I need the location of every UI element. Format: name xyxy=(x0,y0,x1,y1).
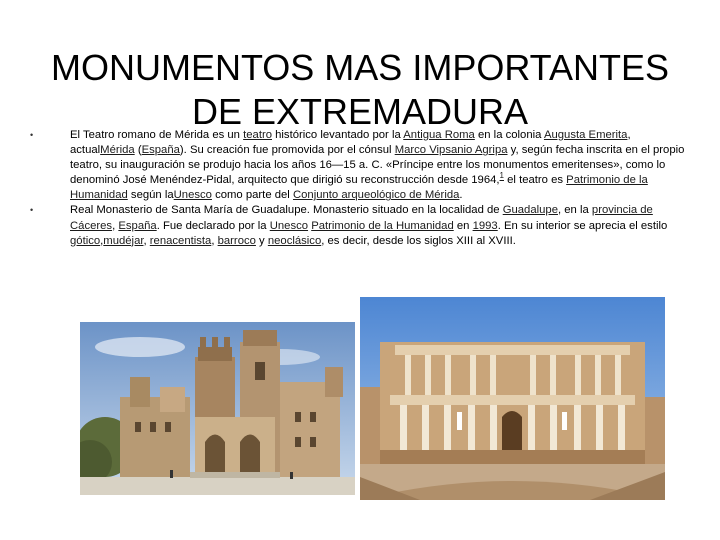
bullet-text: , en la xyxy=(557,204,592,217)
bullet-text: , xyxy=(100,234,104,247)
bullet-text: según la xyxy=(127,189,174,202)
bullet-text: ). Su creación fue promovida por el cónsul xyxy=(179,144,395,157)
roman-theatre-photo xyxy=(360,297,665,500)
inline-link[interactable]: 1993 xyxy=(472,219,498,232)
bullet-item xyxy=(30,128,690,203)
inline-link[interactable]: barroco xyxy=(217,234,256,247)
roman-theatre-illustration xyxy=(360,297,665,500)
bullet-text: , xyxy=(143,234,150,247)
inline-link[interactable]: provincia de Cáceres xyxy=(70,204,653,232)
inline-link[interactable]: Antigua Roma xyxy=(403,129,475,141)
inline-link[interactable]: mudéjar xyxy=(103,234,144,247)
inline-link[interactable]: Patrimonio de la Humanidad xyxy=(311,219,454,232)
inline-link[interactable]: España xyxy=(118,219,157,232)
slide-title xyxy=(40,46,680,134)
inline-link[interactable]: Augusta Emerita xyxy=(543,129,628,141)
bullet-text: , actual xyxy=(70,129,631,157)
bullet-text: y xyxy=(255,234,268,247)
bullet-text: histórico levantado por la xyxy=(272,129,404,141)
bullet-text: en xyxy=(453,219,473,232)
bullet-text: , xyxy=(211,234,218,247)
inline-link[interactable]: teatro xyxy=(243,129,272,141)
bullet-text: . Fue declarado por la xyxy=(156,219,270,232)
inline-link[interactable]: Conjunto arqueológico de Mérida xyxy=(292,189,460,202)
inline-link[interactable]: neoclásico xyxy=(267,234,322,247)
inline-link[interactable]: renacentista xyxy=(149,234,212,247)
inline-link[interactable]: 1 xyxy=(499,171,504,181)
monastery-illustration xyxy=(80,322,355,495)
bullet-list xyxy=(30,128,690,249)
bullet-text: como parte del xyxy=(211,189,293,202)
monastery-photo xyxy=(80,322,355,495)
inline-link[interactable]: España xyxy=(141,144,180,157)
inline-link[interactable]: Mérida xyxy=(100,144,135,157)
bullet-text: en la colonia xyxy=(474,129,544,141)
bullet-marker: • xyxy=(30,130,34,140)
bullet-text: El Teatro romano de Mérida es un xyxy=(70,129,244,141)
inline-link[interactable]: Patrimonio de la Humanidad xyxy=(70,174,648,202)
bullet-text: , xyxy=(112,219,119,232)
bullet-text: el teatro es xyxy=(504,174,567,187)
inline-link[interactable]: Unesco xyxy=(173,189,212,202)
bullet-text: . En su interior se aprecia el estilo xyxy=(497,219,668,232)
bullet-text: Real Monasterio de Santa María de Guadalupe. Monasterio situado en la localidad de xyxy=(70,204,503,217)
bullet-item xyxy=(30,203,690,248)
slide-title-line-1: MONUMENTOS MAS IMPORTANTES xyxy=(50,47,670,89)
bullet-text: . xyxy=(459,189,463,202)
inline-link[interactable]: Guadalupe xyxy=(502,204,558,217)
inline-link[interactable]: Marco Vipsanio Agripa xyxy=(394,144,508,157)
bullet-text: ( xyxy=(134,144,142,157)
inline-link[interactable]: Unesco xyxy=(269,219,309,232)
bullet-marker: • xyxy=(30,205,34,216)
bullet-text: , es decir, desde los siglos XIII al XVIII. xyxy=(321,234,516,247)
slide-title-line-2: DE EXTREMADURA xyxy=(191,91,529,133)
bullet-text: y, según fecha inscrita en el propio teatro, su inauguración se produjo hacia los años 16—15 a. C. «Príncipe entre los monumentos emeritenses», como lo denominó José Menéndez-Pidal, arquitecto que dirigió su reconstrucción desde 1964, xyxy=(70,144,685,187)
inline-link[interactable]: gótico xyxy=(70,234,101,247)
